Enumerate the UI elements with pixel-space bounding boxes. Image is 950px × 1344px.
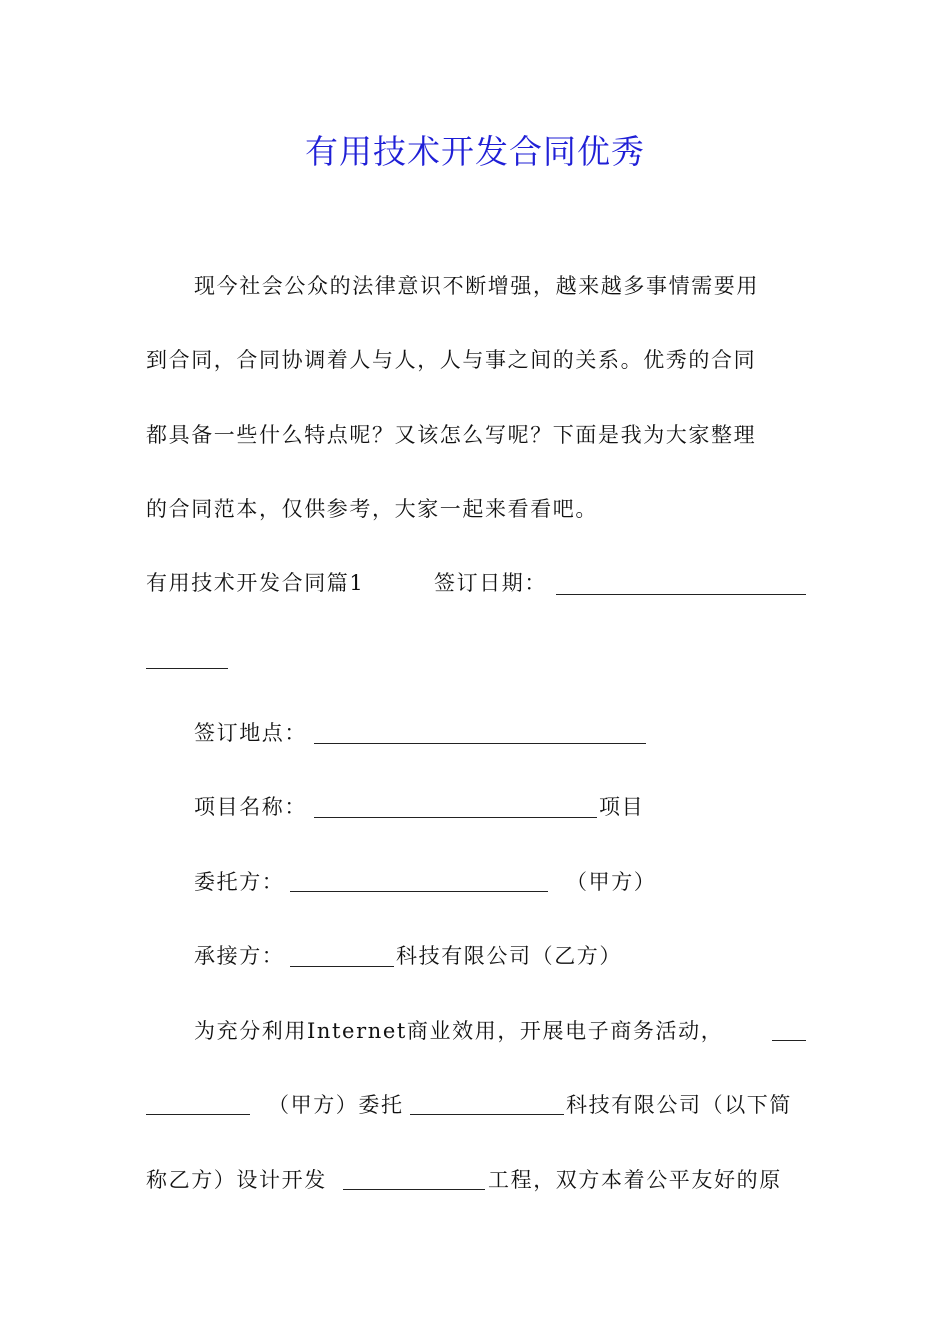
sign-date-label: 签订日期： — [434, 571, 547, 595]
intro-line-3: 都具备一些什么特点呢？又该怎么写呢？下面是我为大家整理 — [146, 423, 757, 447]
contractor-label: 承接方： — [194, 944, 285, 968]
project-suffix: 项目 — [599, 795, 645, 819]
company-blank[interactable] — [410, 1114, 564, 1115]
party-a-blank-continued[interactable] — [146, 1114, 250, 1115]
body-line-1: 为充分利用Internet商业效用，开展电子商务活动， — [194, 1019, 724, 1043]
intro-line-1: 现今社会公众的法律意识不断增强，越来越多事情需要用 — [194, 274, 759, 298]
client-blank[interactable] — [290, 891, 548, 892]
project-name-label: 项目名称： — [194, 795, 307, 819]
sign-date-row — [434, 568, 547, 598]
body-line-2a: （甲方）委托 — [268, 1093, 404, 1117]
sign-date-blank[interactable] — [556, 594, 806, 595]
intro-line-4: 的合同范本，仅供参考，大家一起来看看吧。 — [146, 497, 598, 521]
contractor-blank[interactable] — [290, 966, 394, 967]
contractor-suffix: 科技有限公司（乙方） — [396, 944, 622, 968]
section-heading-line — [146, 568, 364, 598]
body-line-3a: 称乙方）设计开发 — [146, 1168, 327, 1192]
sign-date-blank-continued[interactable] — [146, 668, 228, 669]
section-heading: 有用技术开发合同篇1 — [146, 571, 365, 595]
body-line-2b: 科技有限公司（以下简 — [566, 1093, 792, 1117]
client-label: 委托方： — [194, 870, 285, 894]
sign-place-label: 签订地点： — [194, 721, 307, 745]
project-blank[interactable] — [343, 1189, 485, 1190]
intro-line-2: 到合同，合同协调着人与人，人与事之间的关系。优秀的合同 — [146, 348, 757, 372]
body-line-3b: 工程，双方本着公平友好的原 — [488, 1168, 782, 1192]
document-title: 有用技术开发合同优秀 — [305, 132, 645, 171]
party-a-blank[interactable] — [772, 1040, 806, 1041]
client-suffix: （甲方） — [566, 870, 657, 894]
sign-place-blank[interactable] — [314, 743, 646, 744]
project-name-blank[interactable] — [314, 817, 597, 818]
